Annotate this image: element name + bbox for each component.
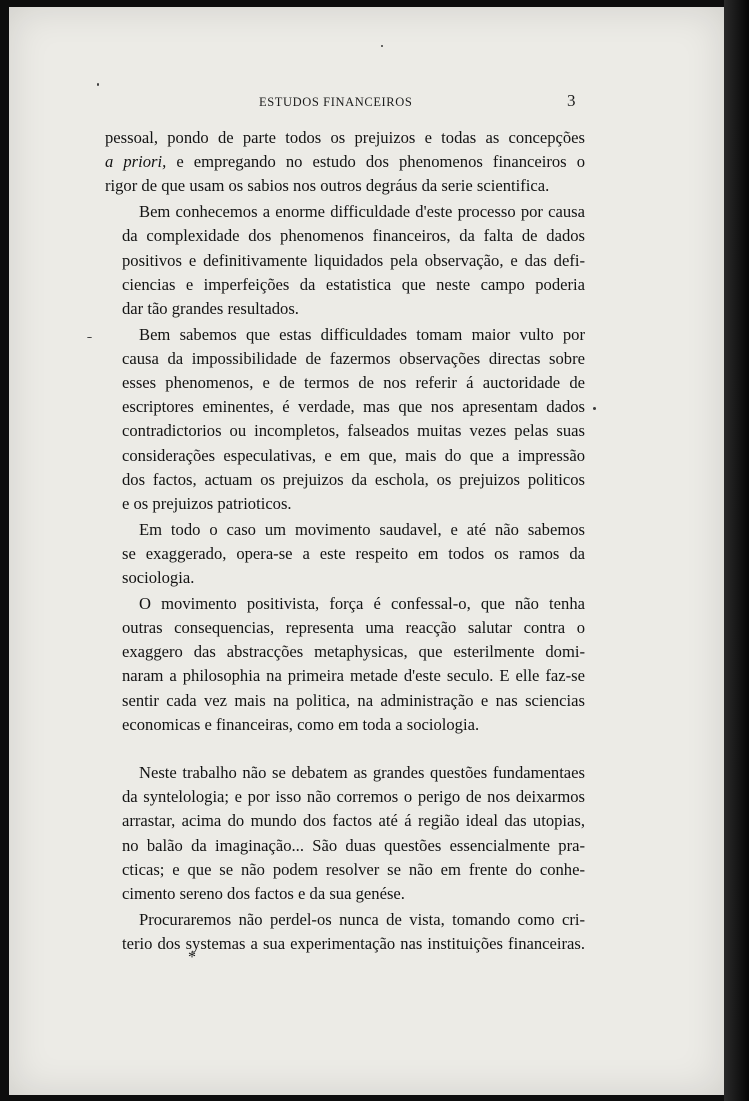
text-line: escriptores eminentes, é verdade, mas que nos apresentam dados <box>122 397 585 417</box>
footer-asterisk: * <box>188 949 196 966</box>
text-line: se exaggerado, opera-se a este respeito em todos os ramos da <box>122 543 585 563</box>
paragraph-3 <box>105 323 585 517</box>
text-line: da syntelologia; e por isso não corremos o perigo de nos deixarmos <box>122 787 585 807</box>
text-line: cimento sereno dos factos e da sua genése. <box>122 884 405 904</box>
ink-speck <box>97 83 99 86</box>
text-line: rigor de que usam os sabios nos outros degráus da serie scientifica. <box>105 176 550 196</box>
text-line: pessoal, pondo de parte todos os prejuizos e todas as concepções <box>105 128 585 147</box>
paragraph-6 <box>105 761 585 906</box>
text-line: Bem conhecemos a enorme difficuldade d'este processo por causa <box>139 202 585 222</box>
running-title: ESTUDOS FINANCEIROS <box>259 95 413 109</box>
italic-a-priori: a priori, <box>105 152 167 172</box>
page-edge-shadow <box>724 0 749 1101</box>
ink-speck <box>87 337 92 338</box>
text-line: dar tão grandes resultados. <box>122 298 299 318</box>
text-line: da complexidade dos phenomenos financeiros, da falta de dados <box>122 226 585 246</box>
paragraph-7 <box>105 908 585 956</box>
text-line: arrastar, acima do mundo dos factos até á região ideal das utopias, <box>122 811 585 831</box>
text-line: no balão da imaginação... São duas questões essencialmente pra- <box>122 835 585 855</box>
paragraph-4 <box>105 518 585 591</box>
paragraph-1 <box>105 126 585 199</box>
text-line: sentir cada vez mais na politica, na administração e nas sciencias <box>122 690 585 710</box>
text-line: Em todo o caso um movimento saudavel, e até não sabemos <box>139 519 585 539</box>
page-header <box>9 91 724 117</box>
text-line: terio dos systemas a sua experimentação nas instituições financeiras. <box>122 934 585 953</box>
text-line: cticas; e que se não podem resolver se não em frente do conhe- <box>122 859 585 879</box>
text-line: Neste trabalho não se debatem as grandes questões fundamentaes <box>139 763 585 783</box>
text-line: causa da impossibilidade de fazermos observações directas sobre <box>122 348 585 368</box>
ink-speck <box>593 407 596 410</box>
text-line: positivos e definitivamente liquidados pela observação, e das defi- <box>122 250 585 270</box>
text-line: naram a philosophia na primeira metade d'este seculo. E elle faz-se <box>122 666 585 686</box>
text-line: considerações especulativas, e em que, mais do que a impressão <box>122 445 585 465</box>
text-line: ciencias e imperfeições da estatistica que neste campo poderia <box>122 274 585 294</box>
text-line: Procuraremos não perdel-os nunca de vista, tomando como cri- <box>139 909 585 929</box>
paragraph-5 <box>105 592 585 737</box>
text-line: Bem sabemos que estas difficuldades tomam maior vulto por <box>139 324 585 344</box>
text-line: a priori, e empregando no estudo dos phenomenos financeiros o <box>105 152 585 172</box>
text-line: economicas e financeiras, como em toda a sociologia. <box>122 714 480 734</box>
paragraph-2 <box>105 200 585 321</box>
book-page <box>9 7 724 1095</box>
text-line: dos factos, actuam os prejuizos da eschola, os prejuizos politicos <box>122 469 585 489</box>
text-line: outras consequencias, representa uma reacção salutar contra o <box>122 618 585 638</box>
body-text <box>105 126 585 958</box>
text-line: e os prejuizos patrioticos. <box>122 494 292 514</box>
ink-speck <box>381 45 383 47</box>
text-line: exaggero das abstracções metaphysicas, que esterilmente domi- <box>122 642 585 662</box>
text-line: O movimento positivista, força é confessal-o, que não tenha <box>139 593 585 613</box>
text-line: contradictorios ou incompletos, falseados muitas vezes pelas suas <box>122 421 585 441</box>
page-number: 3 <box>567 91 576 110</box>
text-line: esses phenomenos, e de termos de nos referir á auctoridade de <box>122 373 585 393</box>
text-line: sociologia. <box>122 568 195 588</box>
